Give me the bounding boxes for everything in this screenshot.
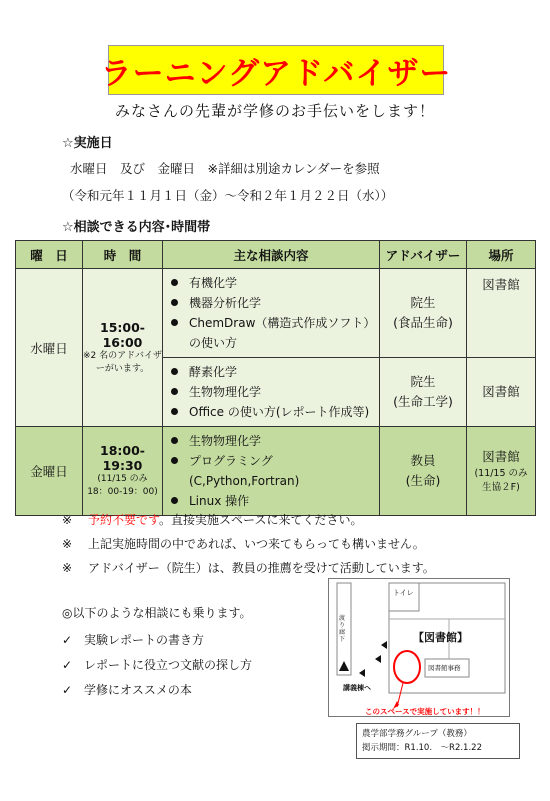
table-row-wed-1 [16, 269, 536, 358]
check-icon: ✓ [62, 683, 73, 697]
time-cell [83, 427, 163, 516]
check-item [62, 656, 252, 673]
consult-heading: ☆相談できる内容･時間帯 [62, 220, 211, 235]
topic-item: Linux 操作 [171, 491, 379, 511]
pointer-arrow-icon [359, 669, 365, 677]
venue-caption: このスペースで実施しています！！ [365, 707, 485, 716]
note-text: アドバイザー（院生）は、教員の推薦を受けて活動しています。 [88, 561, 435, 575]
content-cell [163, 358, 380, 427]
header-advisor: アドバイザー [380, 241, 467, 269]
topic-item: 有機化学 [171, 273, 379, 293]
time-note: ※2 名のアドバイザ [83, 350, 162, 361]
note-highlight: 予約不要です [88, 513, 160, 527]
advisor-type: 教員 [410, 453, 436, 468]
advisor-dept: (生命工学) [393, 394, 453, 409]
content-cell [163, 427, 380, 516]
day-cell: 金曜日 [16, 427, 83, 516]
check-label: 実験レポートの書き方 [84, 633, 205, 647]
note-mark: ※ [62, 513, 73, 527]
advisor-dept: (生命) [405, 473, 441, 488]
schedule-days: 水曜日 及び 金曜日 ※詳細は別途カレンダーを参照 [70, 161, 380, 176]
time-range: 18:00-19:30 [100, 443, 145, 473]
library-label: 【図書館】 [413, 631, 468, 644]
place-name: 図書館 [482, 449, 520, 464]
topic-list [163, 427, 379, 515]
stairs-label: 講義棟へ [343, 684, 371, 692]
topic-item: プログラミング(C,Python,Fortran) [171, 451, 379, 491]
schedule-period: （令和元年１１月１日（金）～令和２年１月２２日（水）） [62, 188, 394, 203]
note-anytime [62, 535, 425, 552]
advisor-type: 院生 [410, 374, 436, 389]
place-cell: 図書館 [467, 269, 536, 358]
title-banner [100, 45, 452, 95]
topic-list [163, 358, 379, 426]
consultation-table [15, 240, 536, 516]
advisor-dept: (食品生命) [393, 315, 453, 330]
table-header-row [16, 241, 536, 269]
page-title: ラーニングアドバイザー [100, 55, 452, 92]
topic-item: 生物物理化学 [171, 382, 379, 402]
schedule-heading: ☆実施日 [62, 136, 113, 151]
topic-item: 酵素化学 [171, 362, 379, 382]
map-drawing [329, 579, 509, 716]
place-cell [467, 427, 536, 516]
time-note: 18：00-19：00) [87, 487, 158, 497]
note-mark: ※ [62, 537, 73, 551]
pointer-arrow-icon [381, 641, 387, 649]
content-cell [163, 269, 380, 358]
topic-item: Office の使い方(レポート作成等) [171, 402, 379, 422]
day-cell: 水曜日 [16, 269, 83, 427]
subtitle: みなさんの先輩が学修のお手伝いをします！ [114, 102, 435, 120]
topic-item: 機器分析化学 [171, 293, 379, 313]
place-note: 生協２F) [482, 482, 520, 493]
stairs-arrow-icon [339, 661, 349, 671]
time-note: ーがいます。 [95, 363, 150, 374]
time-cell [83, 269, 163, 427]
also-heading: ◎以下のような相談にも乗ります。 [62, 606, 252, 620]
pointer-arrow-icon [375, 655, 381, 663]
toilet-label: トイレ [393, 589, 414, 597]
library-map [328, 578, 510, 717]
note-advisor [62, 559, 435, 576]
advisor-cell [380, 269, 467, 358]
check-item [62, 631, 204, 648]
advisor-type: 院生 [410, 295, 436, 310]
topic-item: ChemDraw（構造式作成ソフト）の使い方 [171, 313, 379, 353]
header-day: 曜 日 [16, 241, 83, 269]
info-dept: 農学部学務グループ（教務） [362, 729, 472, 739]
header-place: 場所 [467, 241, 536, 269]
check-icon: ✓ [62, 658, 73, 672]
note-text: 上記実施時間の中であれば、いつ来てもらっても構いません。 [88, 537, 425, 551]
posting-info-box [356, 723, 520, 759]
passage-label: 渡り廊下 [339, 615, 346, 643]
check-item [62, 681, 192, 698]
info-period: 掲示期間：R1.10. ～R2.1.22 [362, 743, 482, 753]
place-cell: 図書館 [467, 358, 536, 427]
note-mark: ※ [62, 561, 73, 575]
time-note: (11/15 のみ [97, 474, 148, 484]
header-content: 主な相談内容 [163, 241, 380, 269]
office-label: 図書館事務 [428, 664, 461, 672]
table-row-fri [16, 427, 536, 516]
time-range: 15:00-16:00 [100, 319, 145, 350]
check-label: 学修にオススメの本 [84, 683, 192, 697]
topic-list [163, 269, 379, 357]
header-time: 時 間 [83, 241, 163, 269]
place-note: (11/15 のみ [474, 468, 528, 479]
note-text: 。直接実施スペースに来てください。 [159, 513, 363, 527]
venue-circle [394, 651, 420, 683]
note-reservation [62, 511, 362, 528]
advisor-cell [380, 358, 467, 427]
check-label: レポートに役立つ文献の探し方 [84, 658, 253, 672]
check-icon: ✓ [62, 633, 73, 647]
topic-item: 生物物理化学 [171, 431, 379, 451]
advisor-cell [380, 427, 467, 516]
